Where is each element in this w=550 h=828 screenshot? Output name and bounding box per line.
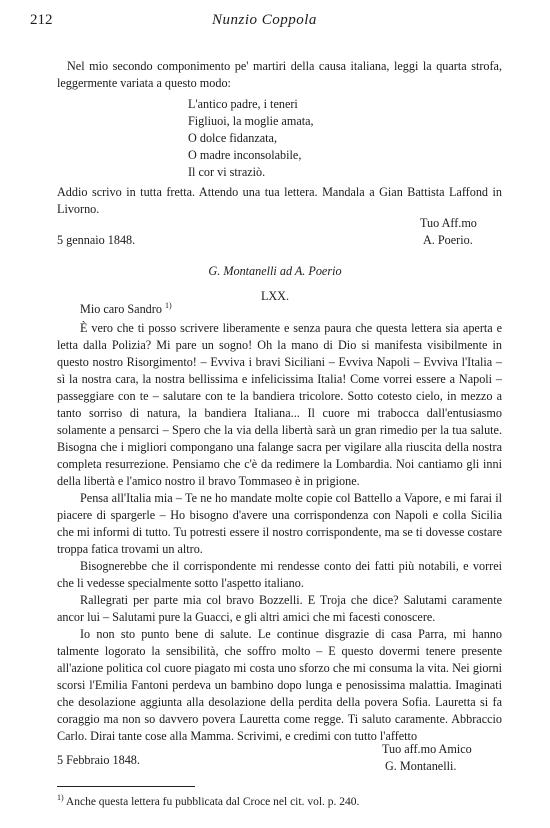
poem-line: Il cor vi straziò. — [188, 165, 266, 179]
letter2-title: G. Montanelli ad A. Poerio — [208, 264, 342, 278]
poem-stanza — [188, 96, 314, 181]
poem-line: Figliuoi, la moglie amata, — [188, 114, 314, 128]
footnote — [57, 794, 359, 811]
page-number: 212 — [30, 12, 53, 28]
footnote-reference: 1) — [164, 300, 172, 310]
body-paragraph: Rallegrati per parte mia col bravo Bozzelli. E Troja che dice? Salutami caramente ancor lui – Salutami pure la Guacci, e gli altri amici che mi facesti conoscere. — [57, 593, 502, 624]
body-paragraph: Pensa all'Italia mia – Te ne ho mandate molte copie col Battello a Vapore, e mi farai il piacere di spargerle – Ho bisogno d'avere una corrispondenza con Napoli e colla Sicilia che mi informi di tutto. Tu potresti essere il nostro corrispondente, ma se ti dovesse costare troppa fatica trovami un altro. — [57, 491, 502, 556]
footnote-mark: 1) — [57, 793, 64, 803]
body-paragraph: Io non sto punto bene di salute. Le continue disgrazie di casa Parra, mi hanno talmente logorato la sensibilità, che soffro molto – E questo dovermi tenere presente all'azione politica col cuore piagato mi costa uno sforzo che mi consuma la vita. Nei giorni scorsi l'Emilia Fantoni perdeva un bambino dopo lunga e penosissima malattia. Imaginati che desolazione aggiunta alla desolazione della perdita della povera Sofia. Lauretta si fa coraggio ma non so davvero povera Lauretta come regge. Ti saluto caramente. Abbraccio Carlo. Dirai tante cose alla Mamma. Scrivimi, e credimi con tutto l'affetto — [57, 627, 502, 743]
poem-line: O madre inconsolabile, — [188, 148, 302, 162]
letter2-salutation: Tuo aff.mo Amico — [382, 742, 472, 756]
letter1-signature: A. Poerio. — [423, 233, 473, 247]
body-paragraph: Bisognerebbe che il corrispondente mi rendesse conto dei fatti più notabili, e vorrei che li vedesse specialmente sotto l'aspetto italiano. — [57, 559, 502, 590]
body-paragraph: È vero che ti posso scrivere liberamente e senza paura che questa lettera sia aperta e letta dalla Polizia? Mi pare un sogno! Oh la mano di Dio si manifesta visibilmente in questo nostro Risorgimento! – Evviva i bravi Siciliani – Evviva Napoli – Evviva l'Italia – sì la nostra cara, la nostra bellissima e infelicissima Italia! Come vorrei essere a Napoli – passeggiare con te – salutare con te la bandiera tricolore. Sotto cotesto cielo, in mezzo a tanto sorriso di natura, la bandiera Italiana... Il cuore mi trabocca dall'entusiasmo solamente a pensarci – Spero che la via della libertà sarà un gran rimedio per la tua salute. Bisogna che i migliori compongano una falange sacra per vigilare alla riuscita della nostra completa resurrezione. Pensiamo che c'è da redimere la Lombardia. Noi cantiamo gli inni della libertà e l'amico nostro il bravo Tommaseo è in prigione. — [57, 321, 502, 488]
letter2-signature: G. Montanelli. — [385, 759, 457, 773]
footnote-text: Anche questa lettera fu pubblicata dal Croce nel cit. vol. p. 240. — [65, 796, 360, 808]
running-title: Nunzio Coppola — [212, 12, 317, 28]
poem-line: O dolce fidanzata, — [188, 131, 277, 145]
letter2-body — [57, 320, 502, 745]
letter1-date: 5 gennaio 1848. — [57, 233, 136, 247]
letter1-closing: Addio scrivo in tutta fretta. Attendo una tua lettera. Mandala a Gian Battista Laffond in Livorno. — [57, 185, 502, 216]
letter-number: LXX. — [260, 289, 290, 303]
letter1-intro: Nel mio secondo componimento pe' martiri della causa italiana, leggi la quarta strofa, leggermente variata a questo modo: — [57, 59, 502, 90]
letter1-salutation: Tuo Aff.mo — [420, 216, 477, 230]
footnote-divider — [57, 786, 195, 787]
letter2-greeting: Mio caro Sandro $^{1)}$ — [80, 300, 172, 316]
poem-line: L'antico padre, i teneri — [188, 97, 298, 111]
letter2-date: 5 Febbraio 1848. — [57, 753, 140, 767]
